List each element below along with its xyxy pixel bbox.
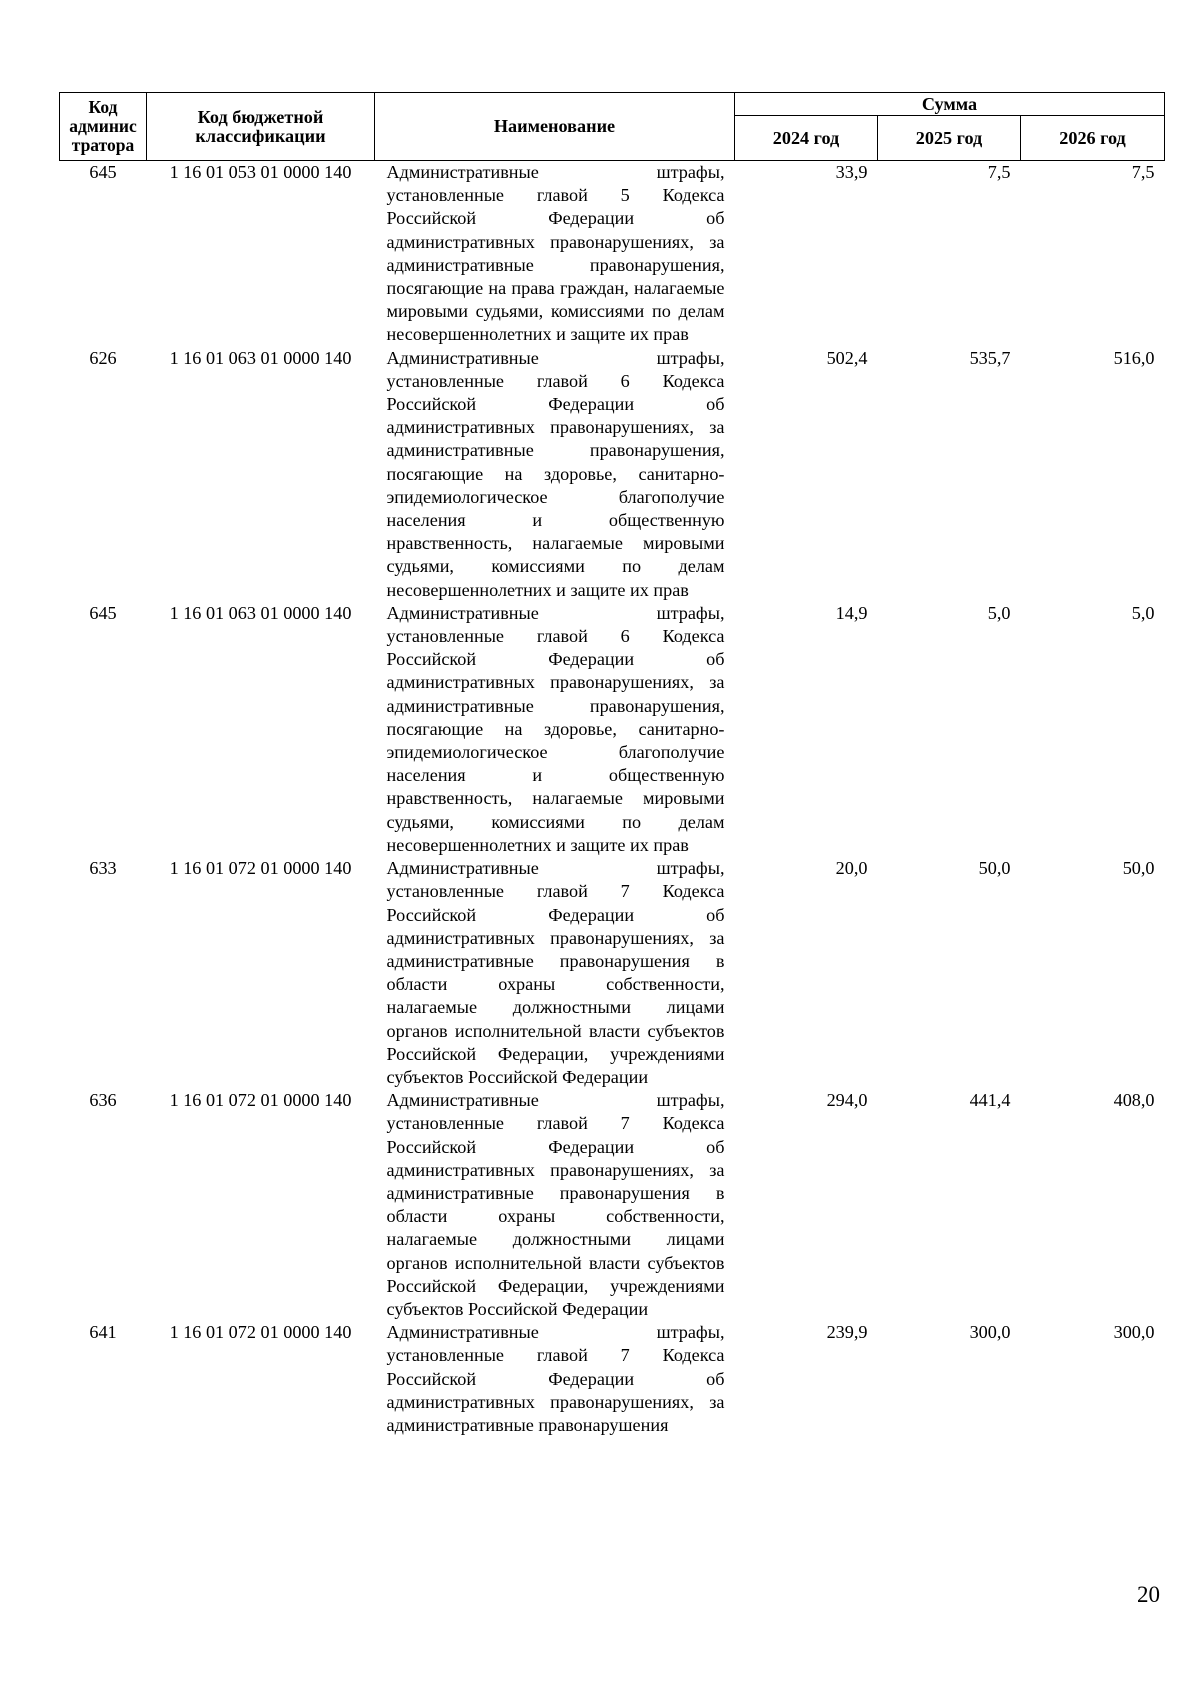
header-code-line-2: классификации: [195, 125, 326, 146]
amount-2026-cell: 7,5: [1131, 162, 1155, 182]
amount-2025-cell: 50,0: [978, 858, 1011, 879]
name-cell: Административные штрафы, установленные главой 6 Кодекса Российской Федерации об административных правонарушениях, за административные правонарушения, посягающие на здоровье, санитарно-эпидемиологическое благополучие населения и общественную нравственность, налагаемые мировыми судьями, комиссиями по делам несовершеннолетних и защите их прав: [386, 347, 725, 600]
admin-code-cell: 633: [89, 858, 117, 879]
admin-code-cell: 626: [89, 347, 117, 368]
amount-2024-cell: 20,0: [835, 858, 868, 879]
header-admin-line-3: тратора: [71, 135, 135, 155]
header-admin-line-2: админис: [69, 116, 137, 136]
budget-code-cell: 1 16 01 072 01 0000 140: [169, 858, 352, 879]
table-row: [60, 1089, 1165, 1321]
amount-2026-cell: 50,0: [1122, 858, 1155, 879]
admin-code-cell: 645: [89, 602, 117, 623]
header-admin-line-1: Код: [88, 97, 118, 117]
budget-revenue-table: [59, 92, 1165, 1437]
header-sum: Сумма: [735, 93, 1165, 116]
amount-2024-cell: 14,9: [835, 602, 868, 623]
table-row: [60, 347, 1165, 602]
header-year-2026: 2026 год: [1021, 116, 1165, 161]
table-row: [60, 602, 1165, 857]
amount-2026-cell: 516,0: [1113, 347, 1155, 368]
header-year-2025: 2025 год: [878, 116, 1021, 161]
name-cell: Административные штрафы, установленные главой 5 Кодекса Российской Федерации об административных правонарушениях, за административные правонарушения, посягающие на права граждан, налагаемые мировыми судьями, комиссиями по делам несовершеннолетних и защите их прав: [386, 162, 725, 345]
amount-2025-cell: 535,7: [969, 347, 1011, 368]
header-admin-code: [60, 93, 147, 161]
amount-2024-cell: 502,4: [826, 347, 868, 368]
amount-2026-cell: 408,0: [1113, 1090, 1155, 1111]
table-row: [60, 161, 1165, 347]
amount-2024-cell: 239,9: [826, 1322, 868, 1343]
header-code-line-1: Код бюджетной: [197, 106, 324, 127]
name-cell: Административные штрафы, установленные главой 7 Кодекса Российской Федерации об административных правонарушениях, за административные правонарушения в области охраны собственности, налагаемые должностными лицами органов исполнительной власти субъектов Российской Федерации, учреждениями субъектов Российской Федерации: [386, 1090, 725, 1319]
header-year-2024: 2024 год: [735, 116, 878, 161]
budget-code-cell: 1 16 01 063 01 0000 140: [169, 347, 352, 368]
page-number: 20: [1137, 1582, 1160, 1607]
admin-code-cell: 636: [89, 1090, 117, 1111]
name-cell: Административные штрафы, установленные главой 7 Кодекса Российской Федерации об административных правонарушениях, за административные правонарушения в области охраны собственности, налагаемые должностными лицами органов исполнительной власти субъектов Российской Федерации, учреждениями субъектов Российской Федерации: [386, 858, 725, 1087]
name-cell: Административные штрафы, установленные главой 6 Кодекса Российской Федерации об административных правонарушениях, за административные правонарушения, посягающие на здоровье, санитарно-эпидемиологическое благополучие населения и общественную нравственность, налагаемые мировыми судьями, комиссиями по делам несовершеннолетних и защите их прав: [386, 602, 725, 855]
amount-2025-cell: 5,0: [987, 602, 1011, 623]
table-row: [60, 1321, 1165, 1437]
table-body: [60, 161, 1165, 1438]
budget-code-cell: 1 16 01 072 01 0000 140: [169, 1090, 352, 1111]
name-cell: Административные штрафы, установленные главой 7 Кодекса Российской Федерации об административных правонарушениях, за административные правонарушения: [386, 1322, 725, 1435]
budget-code-cell: 1 16 01 072 01 0000 140: [169, 1322, 352, 1343]
amount-2025-cell: 300,0: [969, 1322, 1011, 1343]
header-budget-code: [147, 93, 375, 161]
amount-2025-cell: 7,5: [987, 162, 1011, 182]
amount-2025-cell: 441,4: [969, 1090, 1011, 1111]
amount-2024-cell: 33,9: [835, 162, 868, 182]
admin-code-cell: 645: [89, 162, 117, 182]
table-row: [60, 857, 1165, 1089]
table-header: [60, 93, 1165, 161]
header-name: Наименование: [375, 93, 735, 161]
amount-2024-cell: 294,0: [826, 1090, 868, 1111]
budget-code-cell: 1 16 01 053 01 0000 140: [169, 162, 352, 182]
admin-code-cell: 641: [89, 1322, 117, 1343]
amount-2026-cell: 5,0: [1131, 602, 1155, 623]
amount-2026-cell: 300,0: [1113, 1322, 1155, 1343]
budget-code-cell: 1 16 01 063 01 0000 140: [169, 602, 352, 623]
